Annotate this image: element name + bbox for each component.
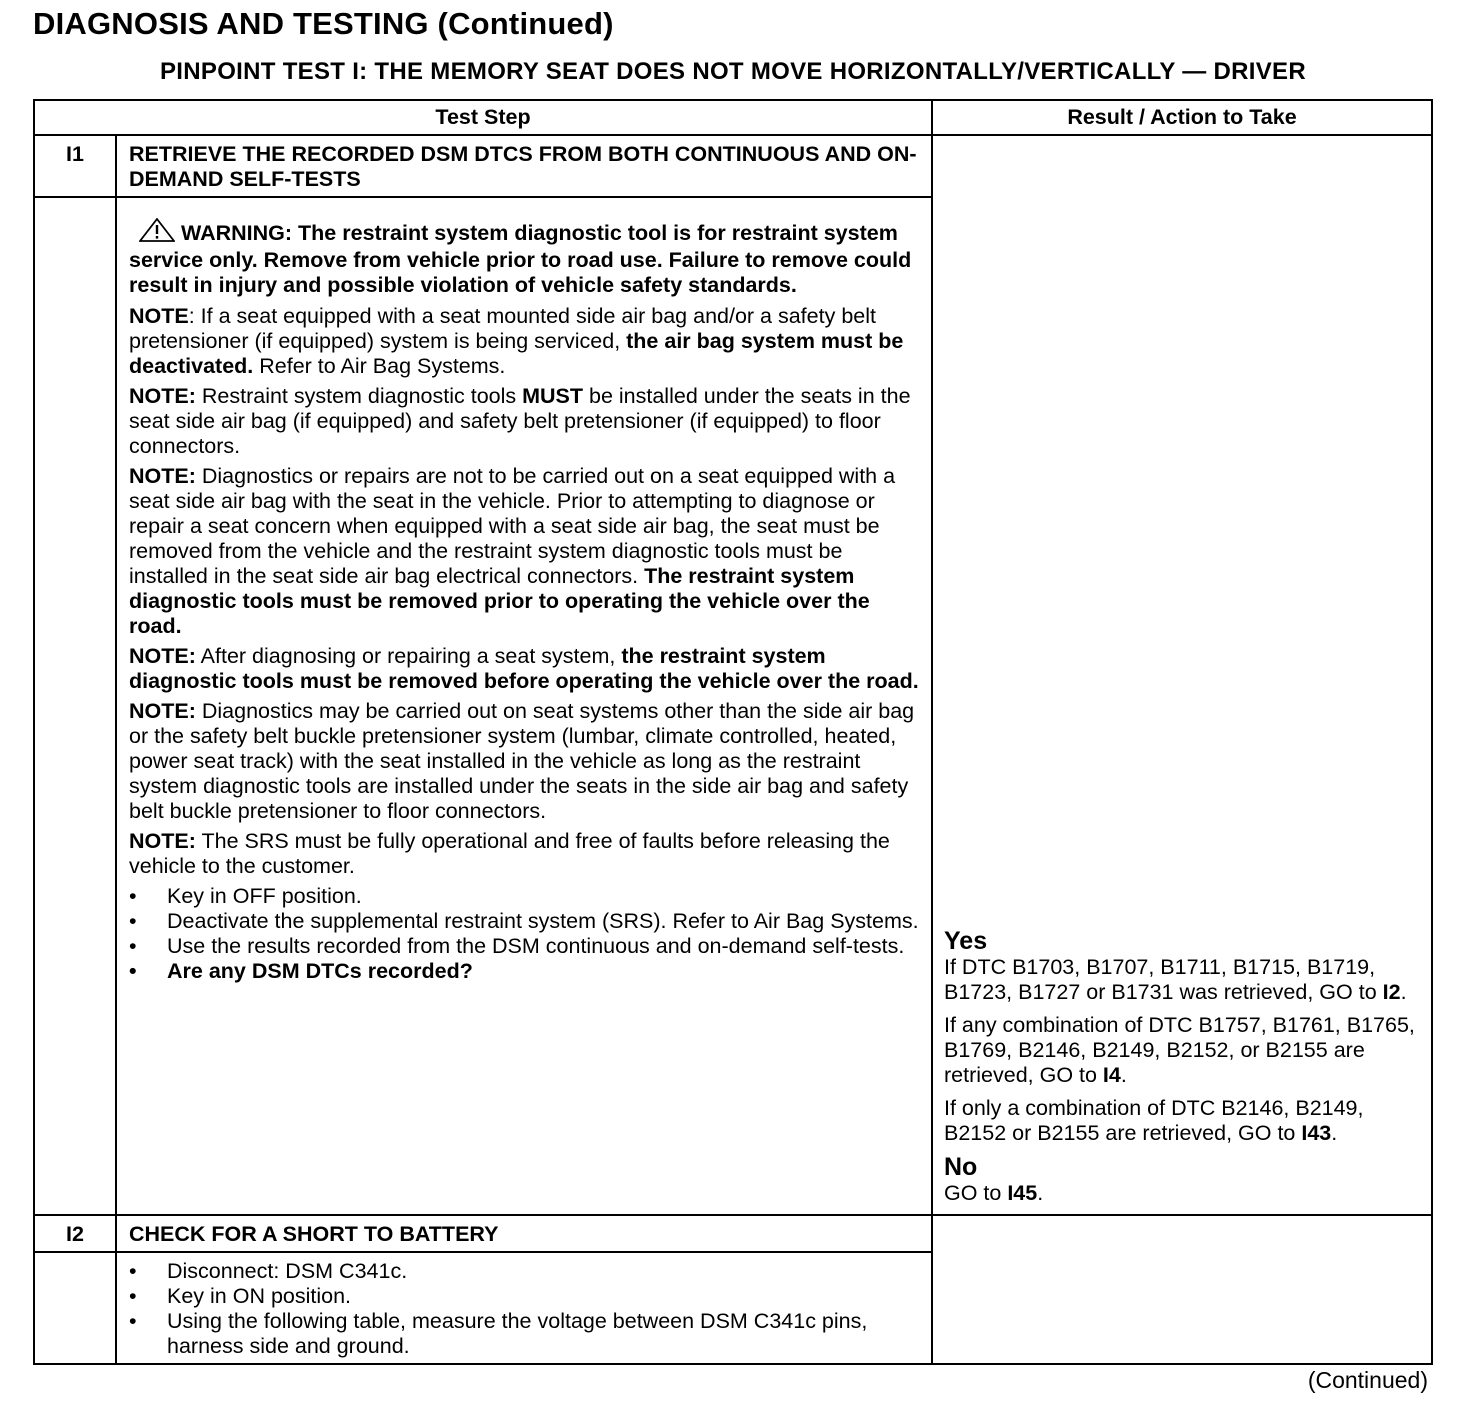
table-header-row (34, 100, 1432, 135)
step-id-spacer (34, 1252, 116, 1364)
note-3: NOTE: Diagnostics or repairs are not to be carried out on a seat equipped with a seat side air bag with the seat in the vehicle. Prior to attempting to diagnose or repair a seat concern when equipped with a seat side air bag, the seat must be removed from the vehicle and the restraint system diagnostic tools must be installed in the seat side air bag electrical connectors. The restraint system diagnostic tools must be removed prior to operating the vehicle over the road. (129, 464, 896, 638)
step-title: CHECK FOR A SHORT TO BATTERY (116, 1215, 932, 1252)
page-title: DIAGNOSIS AND TESTING (Continued) (33, 6, 614, 41)
note-4: NOTE: After diagnosing or repairing a seat system, the restraint system diagnostic tools must be removed before operating the vehicle over the road. (129, 644, 919, 693)
list-item: • Key in ON position. (129, 1284, 921, 1309)
goto-link[interactable]: I43 (1301, 1121, 1332, 1145)
step-i1-title-row (34, 135, 1432, 197)
goto-link[interactable]: I2 (1382, 980, 1401, 1004)
yes-label: Yes (944, 927, 988, 955)
yes-action-3: If only a combination of DTC B2146, B2149, B2152 or B2155 are retrieved, GO to I43. (944, 1096, 1364, 1145)
step-i2-result (932, 1215, 1432, 1364)
list-item: • Disconnect: DSM C341c. (129, 1259, 921, 1284)
step-i2-actions (129, 1259, 921, 1359)
step-title: RETRIEVE THE RECORDED DSM DTCS FROM BOTH CONTINUOUS AND ON-DEMAND SELF-TESTS (116, 135, 932, 197)
yes-action-2: If any combination of DTC B1757, B1761, B1765, B1769, B2146, B2149, B2152, or B2155 are retrieved, GO to I4. (944, 1013, 1415, 1087)
note-5: NOTE: Diagnostics may be carried out on seat systems other than the side air bag or the safety belt buckle pretensioner system (lumbar, climate controlled, heated, power seat track) with the seat installed in the vehicle as long as the restraint system diagnostic tools are installed under the seats in the side air bag and safety belt buckle pretensioner to floor connectors. (129, 699, 915, 823)
step-id: I1 (34, 135, 116, 197)
pinpoint-test-table (33, 99, 1433, 1365)
pinpoint-test-title: PINPOINT TEST I: THE MEMORY SEAT DOES NOT MOVE HORIZONTALLY/VERTICALLY — DRIVER (159, 58, 1306, 85)
step-i2-title-row (34, 1215, 1432, 1252)
test-step-header: Test Step (34, 100, 932, 135)
list-item: • Deactivate the supplemental restraint system (SRS). Refer to Air Bag Systems. (129, 909, 921, 934)
list-item: • Using the following table, measure the voltage between DSM C341c pins, harness side and ground. (129, 1309, 921, 1359)
continued-label: (Continued) (1307, 1367, 1428, 1393)
no-action: GO to I45. (944, 1181, 1044, 1205)
step-id: I2 (34, 1215, 116, 1252)
yes-action-1: If DTC B1703, B1707, B1711, B1715, B1719, B1723, B1727 or B1731 was retrieved, GO to I2. (944, 955, 1407, 1004)
note-2: NOTE: Restraint system diagnostic tools MUST be installed under the seats in the seat side air bag (if equipped) and safety belt pretensioner (if equipped) to floor connectors. (129, 384, 911, 458)
step-i1-actions (129, 884, 921, 984)
step-i1-result (932, 135, 1432, 1215)
step-id-spacer (34, 197, 116, 1215)
step-i1-content (116, 197, 932, 1215)
note-1: NOTE: If a seat equipped with a seat mounted side air bag and/or a safety belt pretensioner (if equipped) system is being serviced, the air bag system must be deactivated. Refer to Air Bag Systems. (129, 304, 904, 378)
step-question: • Are any DSM DTCs recorded? (129, 959, 921, 984)
result-header: Result / Action to Take (932, 100, 1432, 135)
list-item: • Use the results recorded from the DSM continuous and on-demand self-tests. (129, 934, 921, 959)
warning-block: WARNING: The restraint system diagnostic tool is for restraint system service only. Remove from vehicle prior to road use. Failure to remove could result in injury and possible violation of vehicle safety standards. (129, 218, 921, 298)
list-item: • Key in OFF position. (129, 884, 921, 909)
no-label: No (944, 1153, 978, 1181)
warning-triangle-icon (139, 218, 175, 248)
step-i2-content (116, 1252, 932, 1364)
goto-link[interactable]: I4 (1102, 1063, 1121, 1087)
goto-link[interactable]: I45 (1007, 1181, 1038, 1205)
note-6: NOTE: The SRS must be fully operational and free of faults before releasing the vehicle to the customer. (129, 829, 890, 878)
